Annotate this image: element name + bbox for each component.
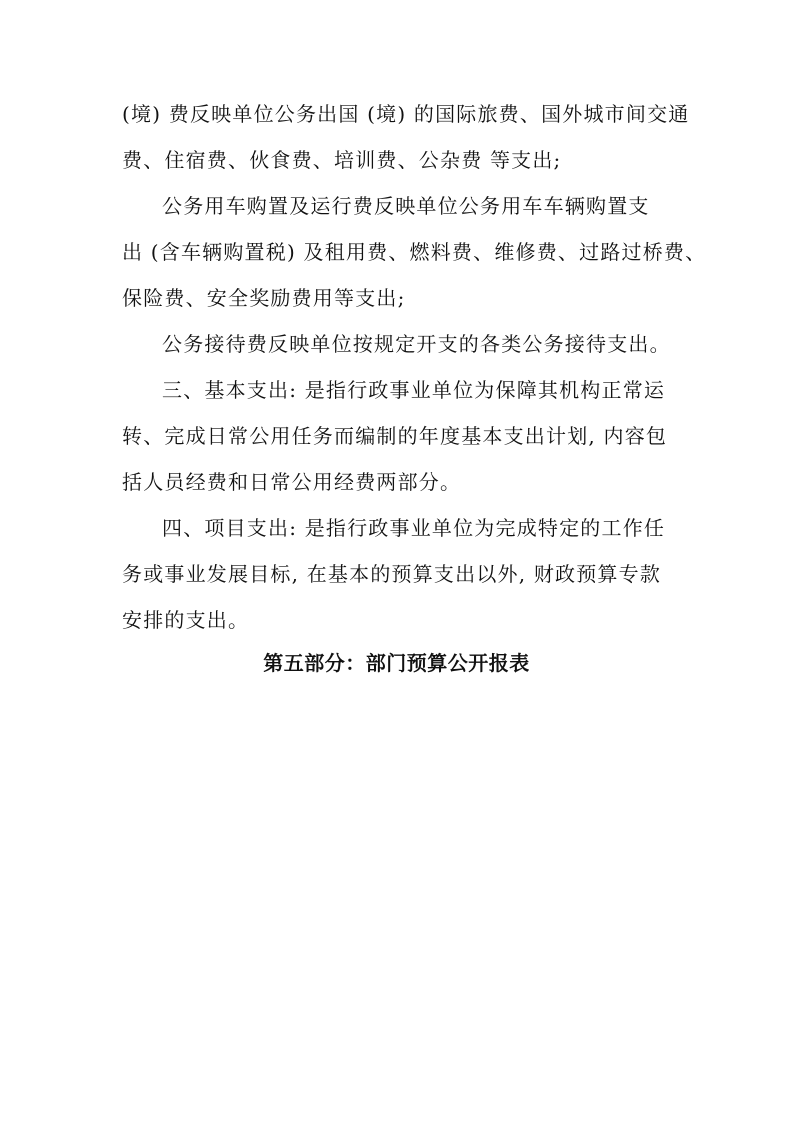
body-line: 括人员经费和日常公用经费两部分。	[122, 470, 462, 494]
body-line: 转、完成日常公用任务而编制的年度基本支出计划, 内容包	[122, 424, 668, 448]
body-line: 安排的支出。	[122, 608, 250, 632]
paragraph-start-line: 公务用车购置及运行费反映单位公务用车车辆购置支	[162, 194, 650, 218]
section-title: 第五部分：部门预算公开报表	[263, 651, 530, 675]
paragraph-start-line: 公务接待费反映单位按规定开支的各类公务接待支出。	[162, 332, 671, 356]
body-line: 保险费、安全奖励费用等支出;	[122, 286, 406, 310]
body-line: 出 (含车辆购置税) 及租用费、燃料费、维修费、过路过桥费、	[122, 240, 707, 264]
paragraph-start-line: 四、项目支出: 是指行政事业单位为完成特定的工作任	[162, 516, 666, 540]
body-line: 务或事业发展目标, 在基本的预算支出以外, 财政预算专款	[122, 562, 662, 586]
paragraph-start-line: 三、基本支出: 是指行政事业单位为保障其机构正常运	[162, 378, 666, 402]
body-line: (境) 费反映单位公务出国 (境) 的国际旅费、国外城市间交通	[122, 102, 690, 126]
body-line: 费、住宿费、伙食费、培训费、公杂费 等支出;	[122, 148, 562, 172]
